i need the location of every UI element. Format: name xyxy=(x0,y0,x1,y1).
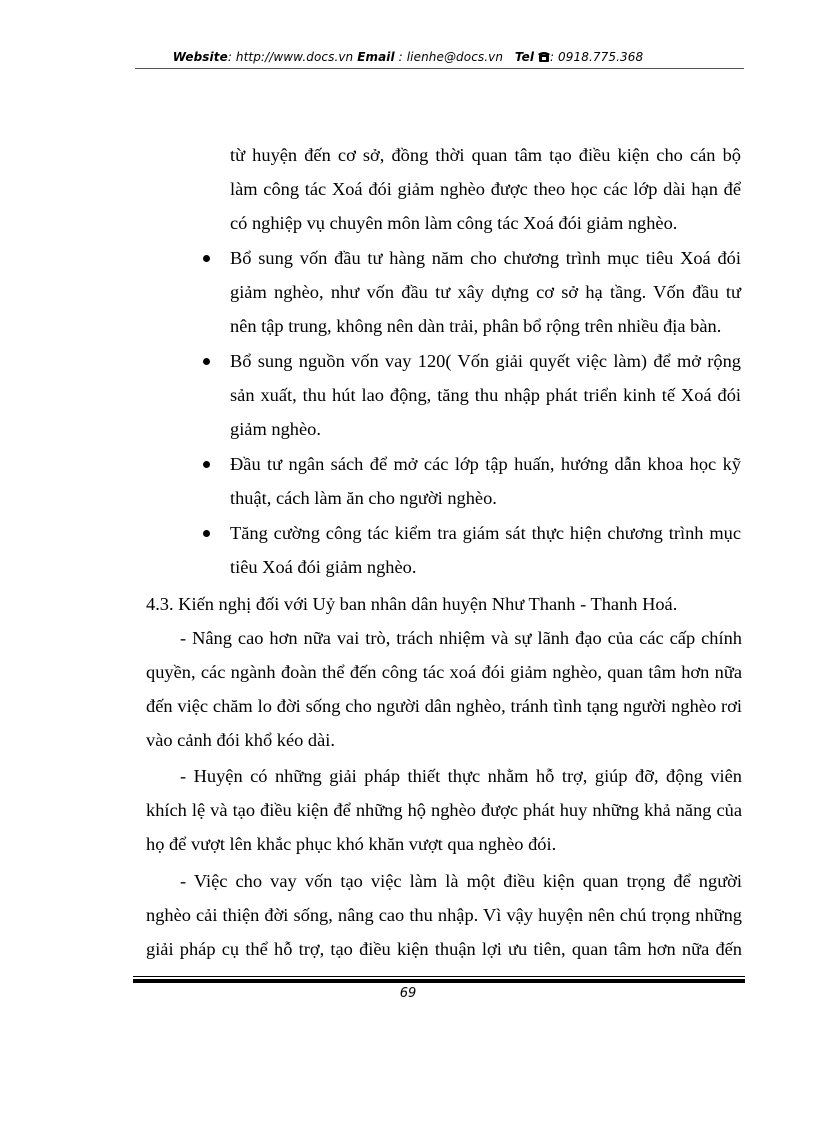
text-line: - Việc cho vay vốn tạo việc làm là một điều kiện quan trọng để người xyxy=(180,871,742,891)
phone-icon xyxy=(538,51,550,65)
website-value: : http://www.docs.vn xyxy=(227,50,354,64)
footer-divider-thin xyxy=(133,976,745,977)
email-value: : lienhe@docs.vn xyxy=(398,50,504,64)
text-line: vào cảnh đói khổ kéo dài. xyxy=(146,730,335,750)
text-line: từ huyện đến cơ sở, đồng thời quan tâm tạo điều kiện cho cán bộ xyxy=(230,145,741,165)
tel-value: : 0918.775.368 xyxy=(549,50,644,64)
footer-divider-thick xyxy=(133,979,745,983)
text-line: nên tập trung, không nên dàn trải, phân bổ rộng trên nhiều địa bàn. xyxy=(230,316,722,336)
text-line: - Huyện có những giải pháp thiết thực nhằm hỗ trợ, giúp đỡ, động viên xyxy=(180,766,742,786)
bullet-dot-icon xyxy=(203,461,210,468)
email-label: Email xyxy=(357,50,395,64)
text-line: giảm nghèo. xyxy=(230,419,321,439)
text-line: - Nâng cao hơn nữa vai trò, trách nhiệm và sự lãnh đạo của các cấp chính xyxy=(180,628,742,648)
text-line: làm công tác Xoá đói giảm nghèo được theo học các lớp dài hạn để xyxy=(230,179,741,199)
text-line: họ để vượt lên khắc phục khó khăn vượt qua nghèo đói. xyxy=(146,834,557,854)
bullet-dot-icon xyxy=(203,255,210,262)
text-line: nghèo cải thiện đời sống, nâng cao thu nhập. Vì vậy huyện nên chú trọng những xyxy=(146,905,742,925)
text-line: giải pháp cụ thể hỗ trợ, tạo điều kiện thuận lợi ưu tiên, quan tâm hơn nữa đến xyxy=(146,939,742,959)
website-label: Website xyxy=(172,50,228,64)
text-line: Đầu tư ngân sách để mở các lớp tập huấn, hướng dẫn khoa học kỹ xyxy=(230,454,741,474)
text-line: thuật, cách làm ăn cho người nghèo. xyxy=(230,488,497,508)
text-line: Bổ sung nguồn vốn vay 120( Vốn giải quyết việc làm) để mở rộng xyxy=(230,351,741,371)
tel-label: Tel xyxy=(514,50,535,64)
text-line: tiêu Xoá đói giảm nghèo. xyxy=(230,557,417,577)
text-line: Tăng cường công tác kiểm tra giám sát thực hiện chương trình mục xyxy=(230,523,741,543)
text-line: Bổ sung vốn đầu tư hàng năm cho chương trình mục tiêu Xoá đói xyxy=(230,248,741,268)
text-line: có nghiệp vụ chuyên môn làm công tác Xoá đói giảm nghèo. xyxy=(230,213,678,233)
text-line: quyền, các ngành đoàn thể đến công tác xoá đói giảm nghèo, quan tâm hơn nữa xyxy=(146,662,742,682)
header-divider xyxy=(135,68,744,69)
bullet-dot-icon xyxy=(203,530,210,537)
text-line: giảm nghèo, như vốn đầu tư xây dựng cơ sở hạ tầng. Vốn đầu tư xyxy=(230,282,741,302)
page-number: 69 xyxy=(399,986,417,1001)
bullet-dot-icon xyxy=(203,358,210,365)
text-line: khích lệ và tạo điều kiện để những hộ nghèo được phát huy những khả năng của xyxy=(146,800,742,820)
text-line: đến việc chăm lo đời sống cho người dân nghèo, tránh tình tạng người nghèo rơi xyxy=(146,696,742,716)
page-header xyxy=(0,50,816,65)
section-heading: 4.3. Kiến nghị đối với Uỷ ban nhân dân huyện Như Thanh - Thanh Hoá. xyxy=(146,594,678,614)
text-line: sản xuất, thu hút lao động, tăng thu nhập phát triển kinh tế Xoá đói xyxy=(230,385,741,405)
